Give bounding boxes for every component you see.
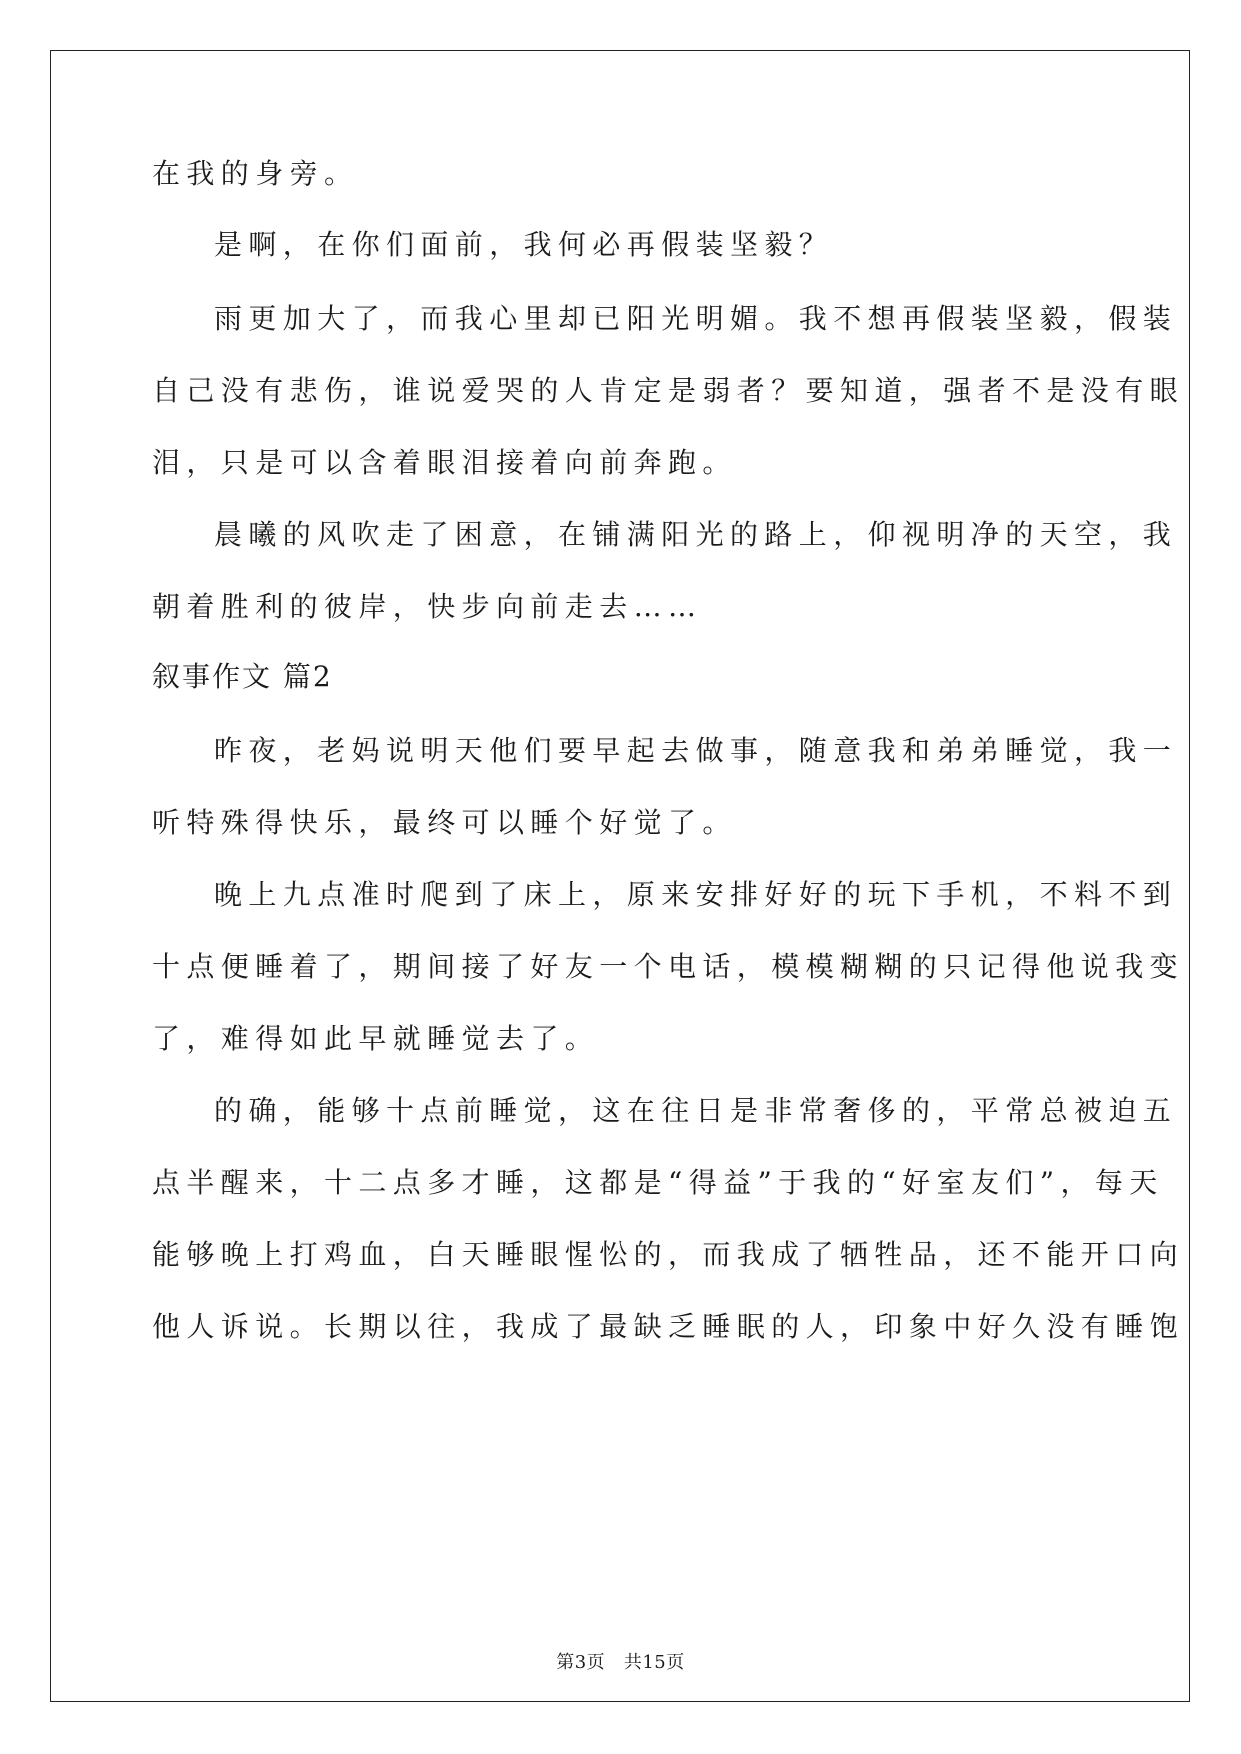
section-heading: 叙事作文 篇2 — [152, 660, 333, 693]
paragraph-first-line: 晚上九点准时爬到了床上，原来安排好好的玩下手机，不料不到 — [214, 878, 1178, 911]
page-number-footer: 第3页 共15页 — [556, 1652, 685, 1673]
text-line: 能够晚上打鸡血，白天睡眼惺忪的，而我成了牺牲品，还不能开口向 — [152, 1238, 1185, 1271]
text-line: 他人诉说。长期以往，我成了最缺乏睡眠的人，印象中好久没有睡饱 — [152, 1310, 1185, 1343]
text-line: 朝着胜利的彼岸，快步向前走去…… — [152, 590, 703, 623]
paragraph-first-line: 晨曦的风吹走了困意，在铺满阳光的路上，仰视明净的天空，我 — [214, 518, 1178, 551]
text-line: 自己没有悲伤，谁说爱哭的人肯定是弱者？要知道，强者不是没有眼 — [152, 374, 1185, 407]
text-line: 了，难得如此早就睡觉去了。 — [152, 1022, 600, 1055]
text-line: 听特殊得快乐，最终可以睡个好觉了。 — [152, 806, 737, 839]
page-border — [50, 50, 1190, 1702]
text-line: 点半醒来，十二点多才睡，这都是“得益”于我的“好室友们”，每天 — [152, 1166, 1164, 1199]
paragraph-first-line: 的确，能够十点前睡觉，这在往日是非常奢侈的，平常总被迫五 — [214, 1094, 1178, 1127]
paragraph-first-line: 是啊，在你们面前，我何必再假装坚毅？ — [214, 228, 834, 261]
paragraph-first-line: 昨夜，老妈说明天他们要早起去做事，随意我和弟弟睡觉，我一 — [214, 734, 1178, 767]
text-line: 在我的身旁。 — [152, 157, 359, 190]
paragraph-first-line: 雨更加大了，而我心里却已阳光明媚。我不想再假装坚毅，假装 — [214, 302, 1178, 335]
text-line: 十点便睡着了，期间接了好友一个电话，模模糊糊的只记得他说我变 — [152, 950, 1185, 983]
text-line: 泪，只是可以含着眼泪接着向前奔跑。 — [152, 446, 737, 479]
